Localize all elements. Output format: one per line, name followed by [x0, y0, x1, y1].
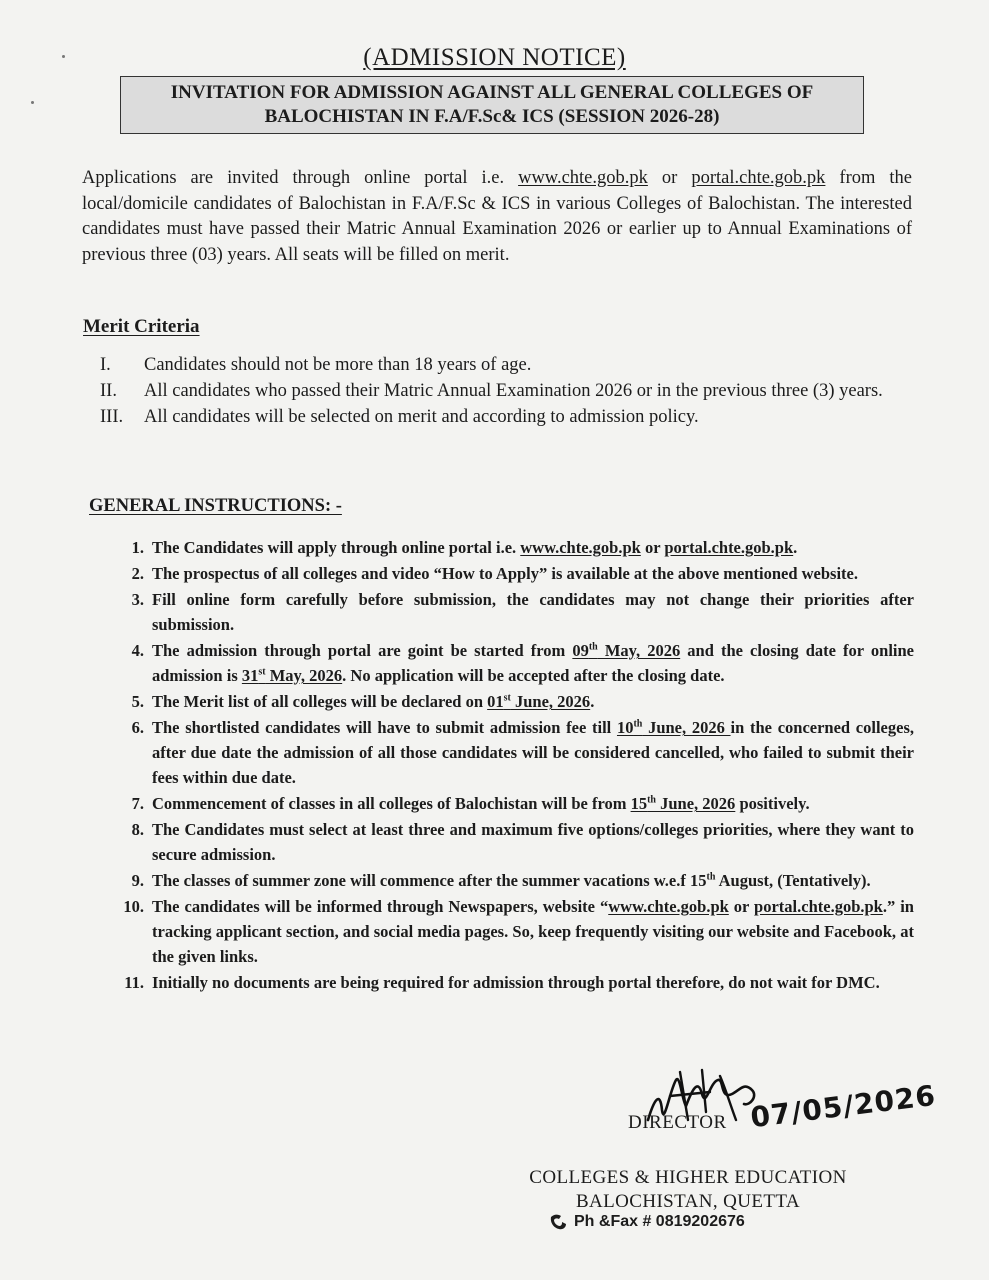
text-run: in the concerned colleges, after due date the admission of all those candidates will be considered cancelled, who failed to submit their fees within due date. — [152, 718, 914, 787]
text-run: or — [640, 538, 665, 557]
list-item — [90, 405, 912, 430]
item-text — [152, 791, 914, 816]
text-run: and the closing date for online admission is — [152, 641, 914, 685]
item-number: III. — [100, 407, 124, 427]
signature-date: 07/05/2026 — [748, 1078, 938, 1135]
office-name — [508, 1166, 868, 1214]
office-line: COLLEGES & HIGHER EDUCATION — [529, 1167, 847, 1188]
start-date — [572, 641, 680, 660]
intro-text: from the local/domicile candidates of Balochistan in F.A/F.Sc & ICS in various Colleges of Balochistan. The interested candidates must have passed their Matric Annual Examination 2026 or earlier up to Annual Examinations of previous three (03) years. All seats will be filled on merit. — [82, 168, 912, 265]
item-text — [152, 894, 914, 969]
date-rest: June, 2026 — [642, 718, 731, 737]
website-link[interactable]: www.chte.gob.pk — [520, 538, 641, 557]
merit-criteria-list — [90, 353, 912, 431]
text-run: . No application will be accepted after the closing date. — [342, 666, 725, 685]
item-text — [152, 868, 914, 893]
item-text — [152, 689, 914, 714]
list-item — [112, 715, 914, 790]
text-run: The admission through portal are goint be started from — [152, 641, 573, 660]
item-text: Initially no documents are being required for admission through portal therefore, do not wait for DMC. — [152, 973, 880, 992]
item-number: 8. — [131, 820, 144, 839]
date-rest: June, 2026 — [510, 692, 591, 711]
date-suffix: th — [588, 641, 598, 653]
text-run: The Candidates will apply through online portal i.e. — [152, 538, 521, 557]
date-suffix: th — [647, 794, 656, 806]
date-rest: May, 2026 — [597, 641, 681, 660]
text-run: The classes of summer zone will commence after the summer vacations w.e.f 15 — [152, 871, 707, 890]
signature-block — [500, 1060, 940, 1260]
banner-line: INVITATION FOR ADMISSION AGAINST ALL GENERAL COLLEGES OF — [170, 82, 814, 103]
item-text — [152, 638, 914, 688]
list-item — [112, 817, 914, 867]
date-suffix: st — [258, 666, 266, 678]
date-suffix: th — [633, 718, 643, 730]
text-run: or — [728, 897, 755, 916]
closing-date — [242, 666, 342, 685]
text-run: Commencement of classes in all colleges of Balochistan will be from — [152, 794, 631, 813]
item-number: 3. — [131, 590, 144, 609]
director-title: DIRECTOR — [628, 1112, 727, 1133]
item-number: II. — [100, 381, 117, 401]
list-item — [112, 689, 914, 714]
merit-criteria-heading: Merit Criteria — [83, 316, 200, 337]
date-day: 10 — [616, 718, 634, 737]
text-run: The candidates will be informed through Newspapers, website “ — [152, 897, 609, 916]
item-number: I. — [100, 355, 111, 375]
date-rest: June, 2026 — [656, 794, 736, 813]
phone-fax — [548, 1213, 745, 1231]
banner-line: BALOCHISTAN IN F.A/F.Sc& ICS (SESSION 2026-28) — [264, 106, 720, 127]
list-item — [112, 970, 914, 995]
phone-icon — [548, 1213, 570, 1231]
list-item — [112, 868, 914, 893]
item-number: 6. — [131, 718, 144, 737]
item-text: The prospectus of all colleges and video “How to Apply” is available at the above mentioned website. — [152, 564, 859, 583]
intro-paragraph — [82, 166, 912, 268]
website-link[interactable]: www.chte.gob.pk — [608, 897, 729, 916]
item-number: 7. — [131, 794, 144, 813]
list-item — [112, 535, 914, 560]
item-text: All candidates will be selected on merit and according to admission policy. — [144, 407, 699, 427]
item-number: 11. — [124, 973, 144, 992]
list-item — [112, 638, 914, 688]
item-number: 9. — [131, 871, 144, 890]
list-item — [90, 353, 912, 378]
text-run: . — [793, 538, 798, 557]
item-text: All candidates who passed their Matric Annual Examination 2026 or in the previous three (3) years. — [144, 381, 883, 401]
notice-title: (ADMISSION NOTICE) — [363, 44, 626, 71]
portal-link[interactable]: portal.chte.gob.pk — [754, 897, 883, 916]
item-number: 4. — [131, 641, 144, 660]
text-run: August, (Tentatively). — [715, 871, 871, 890]
general-instructions-heading: GENERAL INSTRUCTIONS: - — [89, 496, 342, 516]
intro-text: or — [647, 168, 692, 188]
list-item — [90, 379, 912, 404]
text-run: . — [590, 692, 595, 711]
item-text — [152, 715, 914, 790]
item-number: 5. — [131, 692, 144, 711]
date-day: 15 — [630, 794, 648, 813]
text-run: The Merit list of all colleges will be declared on — [152, 692, 488, 711]
text-run: .” in tracking applicant section, and social media pages. So, keep frequently visiting our website and Facebook, at the given links. — [152, 897, 914, 966]
office-line: BALOCHISTAN, QUETTA — [575, 1191, 801, 1212]
portal-link[interactable]: portal.chte.gob.pk — [664, 538, 794, 557]
list-item — [112, 791, 914, 816]
website-link[interactable]: www.chte.gob.pk — [518, 168, 648, 188]
list-item — [112, 561, 914, 586]
fee-deadline-date — [617, 718, 731, 737]
text-run: positively. — [735, 794, 810, 813]
classes-start-date — [631, 794, 736, 813]
list-item — [112, 587, 914, 637]
item-number: 2. — [131, 564, 144, 583]
portal-link[interactable]: portal.chte.gob.pk — [691, 168, 826, 188]
item-text: The Candidates must select at least three and maximum five options/colleges priorities, where they want to secure admission. — [152, 820, 914, 864]
date-rest: May, 2026 — [265, 666, 343, 685]
phone-number: Ph &Fax # 0819202676 — [574, 1213, 745, 1230]
date-day: 09 — [572, 641, 589, 660]
intro-text: Applications are invited through online portal i.e. — [82, 168, 519, 188]
scan-speck — [31, 101, 34, 104]
list-item — [112, 894, 914, 969]
text-run: The shortlisted candidates will have to submit admission fee till — [152, 718, 617, 737]
date-day: 31 — [241, 666, 259, 685]
item-number: 1. — [131, 538, 144, 557]
item-text: Fill online form carefully before submission, the candidates may not change their priorities after submission. — [152, 590, 914, 634]
item-text — [152, 535, 914, 560]
date-suffix: th — [706, 871, 716, 883]
general-instructions-list — [112, 535, 914, 996]
date-suffix: st — [503, 692, 511, 704]
date-day: 01 — [487, 692, 504, 711]
item-number: 10. — [123, 897, 144, 916]
merit-list-date — [487, 692, 590, 711]
notice-banner — [120, 76, 864, 134]
item-text: Candidates should not be more than 18 years of age. — [144, 355, 532, 375]
